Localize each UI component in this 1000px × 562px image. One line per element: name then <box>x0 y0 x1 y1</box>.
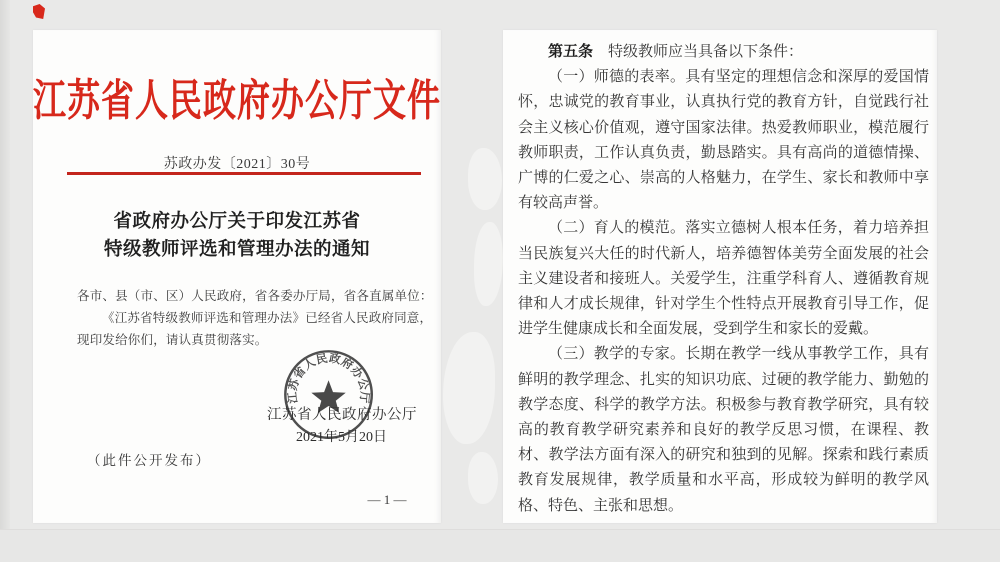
document-title-line2: 特级教师评选和管理办法的通知 <box>103 240 370 260</box>
article-paragraph: （二）育人的模范。落实立德树人根本任务，着力培养担当民族复兴大任的时代新人，培养德智体美劳全面发展的社会主义建设者和接班人。关爱学生，注重学科育人、遵循教育规律和人才成长规律，针对学生个性特点开展教育引导工作，促进学生健康成长和全面发展，受到学生和家长的爱戴。 <box>518 220 929 338</box>
notice-body-line: 现印发给你们，请认真贯彻落实。 <box>77 333 268 347</box>
agency-masthead: 江苏省人民政府办公厅文件 <box>33 75 441 125</box>
public-release-note: （此件公开发布） <box>87 453 211 468</box>
watermark-blob <box>468 452 498 504</box>
official-seal-icon <box>282 348 377 443</box>
watermark-blob <box>474 222 503 306</box>
notice-body <box>77 285 435 351</box>
red-print-fragment <box>33 4 45 19</box>
article-paragraphs <box>518 65 929 519</box>
article-five <box>518 39 929 519</box>
watermark-blob <box>443 332 495 444</box>
issuing-agency-signature: 江苏省人民政府办公厅 <box>267 407 417 423</box>
notice-body-line: 《江苏省特级教师评选和管理办法》已经省人民政府同意， <box>102 311 433 325</box>
notice-recipients: 各市、县（市、区）人民政府，省各委办厅局，省各直属单位： <box>77 289 433 303</box>
issue-date: 2021年5月20日 <box>296 430 387 445</box>
document-number: 苏政办发〔2021〕30号 <box>163 157 311 172</box>
red-divider-rule <box>67 172 421 175</box>
background-edge-shade <box>0 0 10 562</box>
article-paragraph: （三）教学的专家。长期在教学一线从事教学工作，具有鲜明的教学理念、扎实的知识功底、过硬的教学能力、勤勉的教学态度、科学的教学方法。积极参与教育教学研究，具有较高的教育教学研究素养和良好的教学反思习惯，在课程、教材、教学法方面有深入的研究和独到的见解。探索和践行素质教育发展规律，教学质量和水平高，形成较为鲜明的教学风格、特色、主张和思想。 <box>518 346 929 514</box>
seal-star-icon <box>311 380 345 413</box>
document-title <box>33 208 441 264</box>
seal-rim-text: 江苏省人民政府办公厅 <box>286 352 371 404</box>
article-intro: 特级教师应当具备以下条件： <box>593 44 804 60</box>
article-paragraph: （一）师德的表率。具有坚定的理想信念和深厚的爱国情怀，忠诚党的教育事业，认真执行党的教育方针，自觉践行社会主义核心价值观，遵守国家法律。热爱教师职业，模范履行教师职责，工作认真负责，勤恳踏实。具有高尚的道德情操、广博的仁爱之心、崇高的人格魅力，在学生、家长和教师中享有较高声誉。 <box>518 69 929 212</box>
watermark-blob <box>468 148 502 210</box>
article-page <box>503 30 937 523</box>
page-number: — 1 — <box>367 492 407 507</box>
cover-page <box>33 30 441 523</box>
article-label: 第五条 <box>548 43 594 60</box>
document-title-line1: 省政府办公厅关于印发江苏省 <box>113 212 361 232</box>
background-bottom-band <box>0 529 1000 562</box>
article-heading <box>518 39 929 65</box>
